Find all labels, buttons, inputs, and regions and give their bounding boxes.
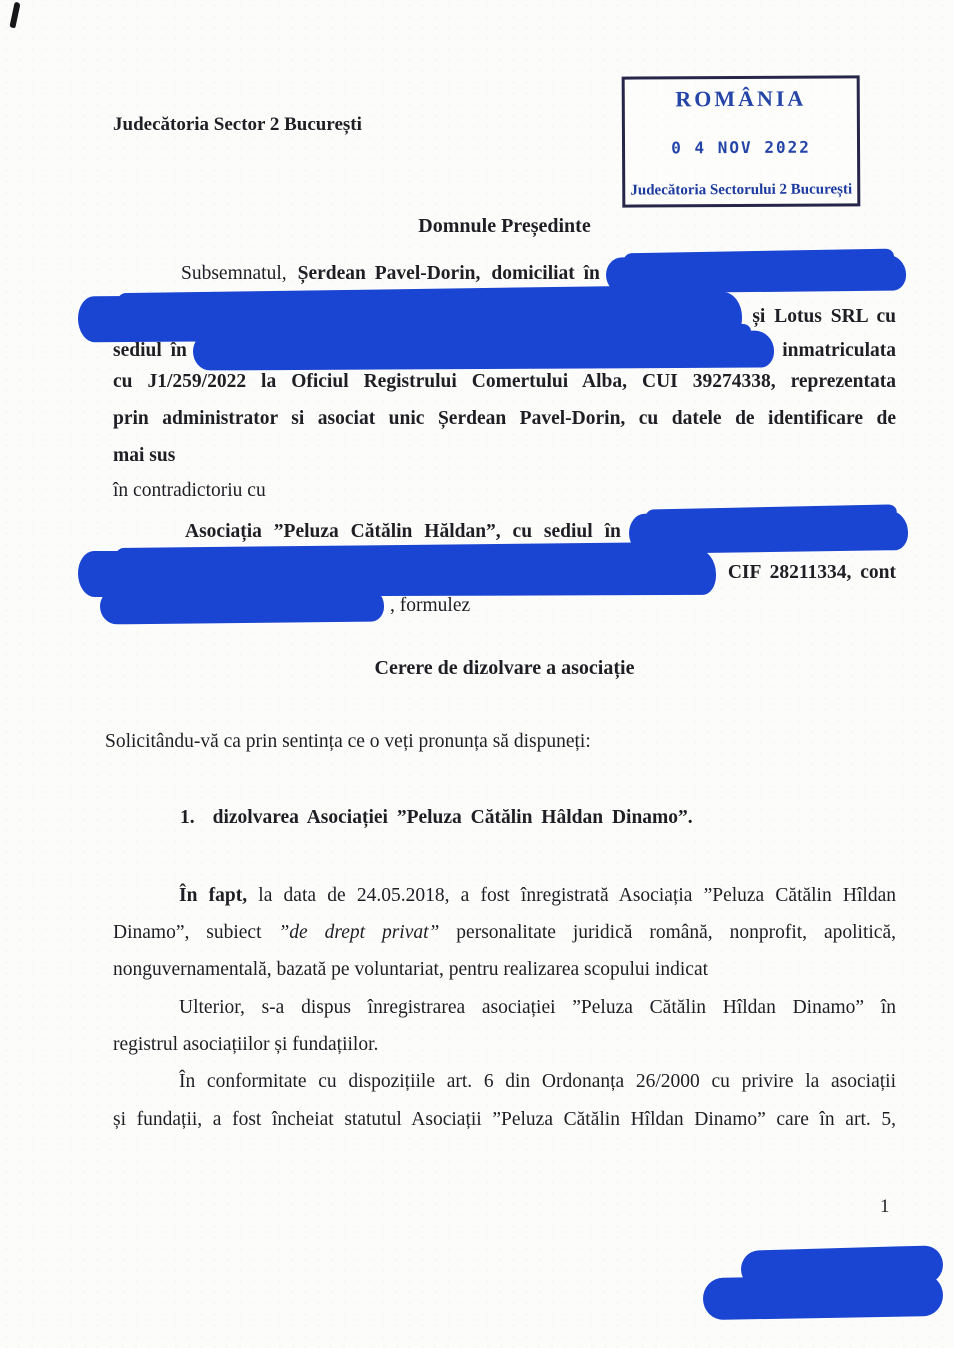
facts-line-2 [113, 921, 896, 945]
scribble-stroke [703, 1274, 944, 1320]
company-seat-label: sediul în [113, 339, 187, 361]
company-name: și Lotus SRL cu [752, 306, 896, 327]
respondent-line-3 [100, 588, 896, 623]
petition-item-1 [113, 806, 896, 830]
petitioner-name: Șerdean Pavel-Dorin, [297, 263, 481, 285]
intro-line-4: cu J1/259/2022 la Oficiul Registrului Comertului Alba, CUI 39274338, reprezentata [113, 371, 896, 392]
stamp-country-label: ROMÂNIA [675, 85, 807, 112]
intro-line-5: prin administrator si asociat unic Șerdean Pavel-Dorin, cu datele de identificare de [113, 408, 896, 429]
registry-date-stamp [622, 75, 861, 207]
intro-line-6: mai sus [113, 445, 176, 466]
facts-line-1 [113, 884, 896, 908]
item-text: dizolvarea Asociației ”Peluza Cătălin Hâldan Dinamo”. [212, 807, 693, 828]
petitioner-intro-label: Subsemnatul, [181, 263, 287, 285]
court-name-header: Judecătoria Sector 2 București [113, 114, 362, 135]
facts-text: la data de 24.05.2018, a fost înregistrată Asociația ”Peluza Cătălin Hîldan [247, 885, 896, 906]
signature-redaction-scribble [703, 1248, 953, 1326]
salutation-title: Domnule Președinte [418, 215, 591, 237]
stamp-date: 0 4 NOV 2022 [671, 137, 811, 157]
item-number: 1. [180, 807, 195, 828]
scan-artifact-mark [9, 2, 20, 29]
facts-line-6: În conformitate cu dispozițiile art. 6 din Ordonanța 26/2000 cu privire la asociații [179, 1071, 896, 1092]
facts-line-5: registrul asociațiilor și fundațiilor. [113, 1034, 379, 1055]
intro-line-3 [113, 332, 896, 369]
respondent-name: Asociația ”Peluza Cătălin Hăldan”, cu sediul în [185, 521, 621, 543]
page-number: 1 [880, 1196, 890, 1217]
respondent-cif: CIF 28211334, cont [727, 562, 896, 583]
redaction-scribble [100, 587, 384, 625]
intro-line-1 [113, 256, 896, 292]
facts-line-7: și fundații, a fost încheiat statutul Asociații ”Peluza Cătălin Hîldan Dinamo” care în art. 5, [113, 1109, 896, 1130]
petition-preamble: Solicitându-vă ca prin sentința ce o veți pronunța să dispuneți: [105, 731, 591, 752]
registration-word: inmatriculata [782, 339, 896, 361]
facts-line-4: Ulterior, s-a dispus înregistrarea asociației ”Peluza Cătălin Hîldan Dinamo” în [179, 997, 896, 1018]
facts-lead: În fapt, [179, 885, 248, 906]
versus-line: în contradictoriu cu [113, 480, 266, 501]
petition-title: Cerere de dizolvare a asociație [374, 657, 635, 679]
formulate-word: , formulez [390, 594, 471, 616]
facts-line-3: nonguvernamentală, bazată pe voluntariat, pentru realizarea scopului indicat [113, 959, 709, 980]
facts-text: personalitate juridică română, nonprofit, apolitică, [439, 922, 896, 943]
facts-quote-italic: ”de drept privat” [278, 922, 440, 943]
redaction-scribble [193, 330, 775, 370]
facts-text: Dinamo”, subiect [113, 922, 279, 943]
stamp-court-label: Judecătoria Sectorului 2 București [630, 181, 853, 199]
domicile-label: domiciliat în [491, 263, 600, 285]
